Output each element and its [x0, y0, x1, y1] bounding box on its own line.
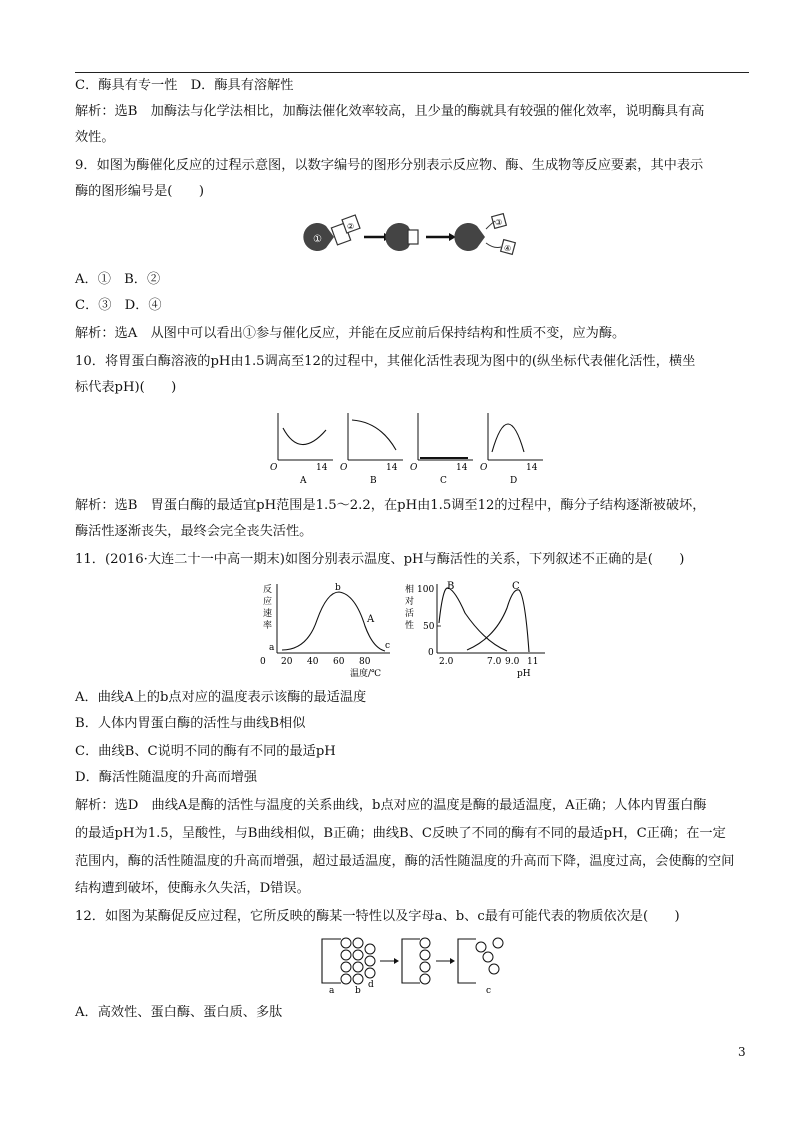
option-11-a: A．曲线A上的b点对应的温度表示该酶的最适温度: [75, 690, 367, 705]
label-3: ③: [495, 218, 503, 227]
label-2: ②: [347, 222, 355, 231]
x-axis-label: 温度/℃: [350, 669, 382, 679]
y-tick-100: 100: [417, 585, 435, 595]
y-label-char: 率: [263, 621, 273, 631]
figure-12-enzyme-reaction: [318, 935, 518, 995]
figure-11-temp-ph: [255, 578, 555, 682]
curve-a-label: A: [367, 614, 375, 625]
origin-label: O: [340, 463, 348, 473]
panel-d: [480, 413, 543, 486]
question-12: 12．如图为某酶促反应过程，它所反映的酶某一特性以及字母a、b、c最有可能代表的物质依次是( ): [75, 909, 680, 924]
origin-label: O: [270, 463, 278, 473]
question-10-line2: 标代表pH)( ): [75, 380, 177, 395]
analysis-8-line1: 解析：选B 加酶法与化学法相比，加酶法催化效率较高，且少量的酶就具有较强的催化效率，说明酶具有高: [75, 104, 705, 119]
point-b: b: [335, 583, 341, 593]
analysis-10-line2: 酶活性逐渐丧失，最终会完全丧失活性。: [75, 524, 313, 539]
x-tick: 7.0: [487, 657, 502, 667]
question-11: 11．(2016·大连二十一中高一期末)如图分别表示温度、pH与酶活性的关系，下列叙述不正确的是( ): [75, 552, 685, 567]
enzyme-shape-2: [454, 223, 485, 251]
option-a-b: A．① B．②: [75, 272, 161, 287]
option-12-a: A．高效性、蛋白酶、蛋白质、多肽: [75, 1005, 283, 1020]
x-tick: 20: [281, 657, 293, 667]
chart-temperature: [260, 583, 390, 679]
panel-c: [410, 413, 473, 486]
curve-c-label: C: [512, 581, 520, 592]
x-tick: 11: [527, 657, 539, 667]
tick-14: 14: [386, 463, 398, 473]
arrow-1: [380, 958, 399, 964]
y-label-char: 相: [405, 585, 415, 595]
panel-label-a: A: [300, 476, 307, 486]
figure-9-enzyme-process: [296, 211, 526, 263]
label-b: b: [355, 986, 361, 996]
label-a: a: [329, 986, 335, 996]
label-1: ①: [313, 234, 322, 245]
point-c: c: [385, 641, 391, 651]
origin-label: O: [480, 463, 488, 473]
tick-14: 14: [316, 463, 328, 473]
option-11-b: B．人体内胃蛋白酶的活性与曲线B相似: [75, 716, 306, 731]
option-11-d: D．酶活性随温度的升高而增强: [75, 770, 258, 785]
chart-ph: [405, 581, 545, 679]
panel-a: [270, 413, 333, 486]
analysis-10-line1: 解析：选B 胃蛋白酶的最适宜pH范围是1.5～2.2，在pH由1.5调至12的过程中，酶分子结构逐渐被破坏，: [75, 498, 706, 513]
panel-label-c: C: [440, 476, 447, 486]
analysis-11-line2: 的最适pH为1.5，呈酸性，与B曲线相似，B正确；曲线B、C反映了不同的酶有不同的最适pH，C正确；在一定: [75, 826, 726, 841]
analysis-11-line1: 解析：选D 曲线A是酶的活性与温度的关系曲线，b点对应的温度是酶的最适温度，A正确；人体内胃蛋白酶: [75, 798, 707, 813]
tick-14: 14: [456, 463, 468, 473]
y-label-char: 应: [263, 597, 273, 607]
stage-3: [458, 938, 503, 996]
question-9-line1: 9．如图为酶催化反应的过程示意图，以数字编号的图形分别表示反应物、酶、生成物等反应要素，其中表示: [75, 158, 704, 173]
y-label-char: 反: [263, 585, 273, 595]
x-tick: 9.0: [505, 657, 520, 667]
question-10-line1: 10．将胃蛋白酶溶液的pH由1.5调高至12的过程中，其催化活性表现为图中的(纵坐标代表催化活性，横坐: [75, 354, 696, 369]
x-tick: 0: [260, 657, 266, 667]
analysis-11-line3: 范围内，酶的活性随温度的升高而增强，超过最适温度，酶的活性随温度的升高而下降，温度过高，会使酶的空间: [75, 854, 735, 869]
x-tick: 40: [307, 657, 319, 667]
label-d: d: [368, 980, 374, 990]
arrow-2: [436, 958, 455, 964]
panel-b: [340, 413, 403, 486]
y-tick-0: 0: [428, 648, 434, 658]
option-c-d-9: C．③ D．④: [75, 298, 162, 313]
tick-14: 14: [526, 463, 538, 473]
arrow-2: [426, 233, 456, 241]
figure-10-ph-curves: [268, 408, 548, 488]
x-axis-label: pH: [517, 669, 531, 679]
panel-label-d: D: [510, 476, 518, 486]
header-rule: [75, 72, 749, 73]
option-11-c: C．曲线B、C说明不同的酶有不同的最适pH: [75, 744, 336, 759]
point-a: a: [269, 643, 275, 653]
page-number: 3: [738, 1045, 746, 1059]
y-label-char: 对: [405, 597, 415, 607]
stage-1: [322, 938, 375, 996]
option-c-d: C．酶具有专一性 D．酶具有溶解性: [75, 78, 294, 93]
x-tick: 80: [359, 657, 371, 667]
y-label-char: 速: [263, 609, 273, 619]
panel-label-b: B: [370, 476, 377, 486]
curve-b-label: B: [447, 581, 455, 592]
label-4: ④: [504, 244, 512, 253]
x-tick: 60: [333, 657, 345, 667]
label-c: c: [486, 986, 492, 996]
stage-2: [402, 938, 430, 984]
enzyme-substrate-complex: [385, 223, 418, 251]
analysis-8-line2: 效性。: [75, 130, 115, 145]
y-tick-50: 50: [423, 622, 435, 632]
y-label-char: 活: [405, 609, 415, 619]
x-tick: 2.0: [439, 657, 454, 667]
y-label-char: 性: [405, 621, 415, 631]
analysis-9: 解析：选A 从图中可以看出①参与催化反应，并能在反应前后保持结构和性质不变，应为酶。: [75, 326, 626, 341]
substrate-shape: [331, 215, 360, 245]
question-9-line2: 酶的图形编号是( ): [75, 184, 204, 199]
analysis-11-line4: 结构遭到破坏，使酶永久失活，D错误。: [75, 881, 310, 896]
origin-label: O: [410, 463, 418, 473]
